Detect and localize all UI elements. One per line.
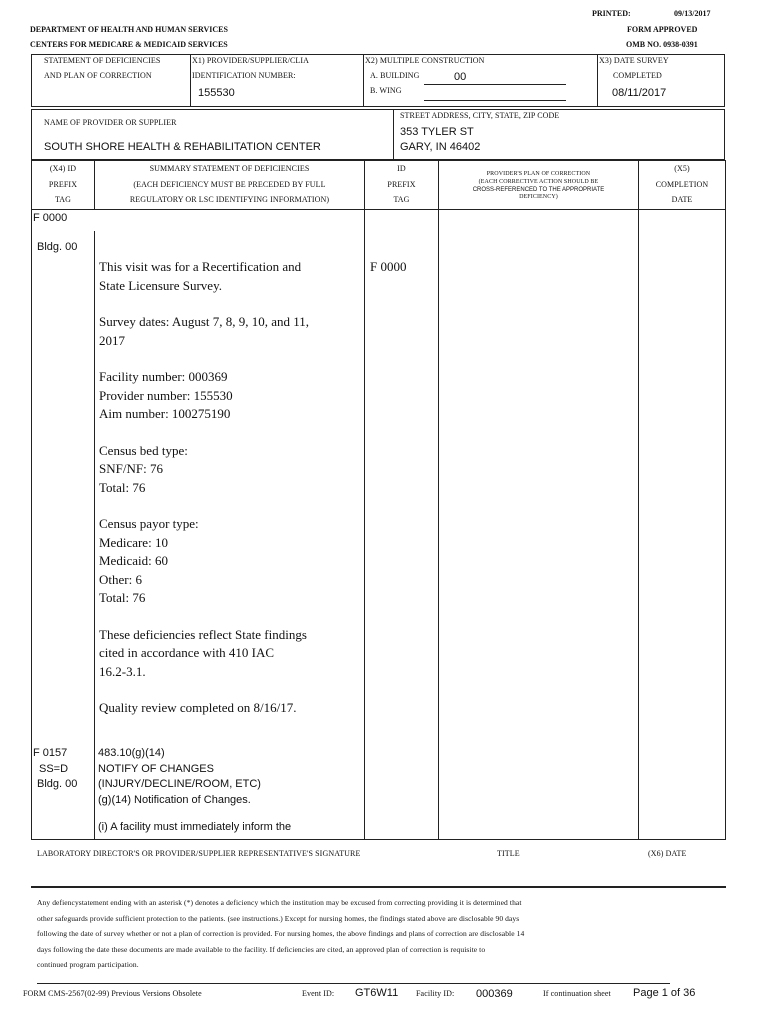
disclaimer-line-2: other safeguards provide sufficient protection to the patients. (see instructions.) Except for nursing homes, the findings stated above are disclosable 90 days xyxy=(37,913,520,923)
x6-date-label: (X6) DATE xyxy=(648,849,687,858)
form-number: FORM CMS-2567(02-99) Previous Versions Obsolete xyxy=(23,989,202,998)
tag-f0157: F 0157 xyxy=(33,747,68,759)
page-number: Page 1 of 36 xyxy=(633,987,696,999)
printed-label: PRINTED: xyxy=(592,9,631,18)
summary-paragraph-4: Census bed type: SNF/NF: 76 Total: 76 xyxy=(99,442,188,495)
address-line-2: GARY, IN 46402 xyxy=(400,141,481,153)
statement-label-2: AND PLAN OF CORRECTION xyxy=(44,71,152,80)
building-underline xyxy=(424,84,566,85)
x5-h3: DATE xyxy=(671,195,693,204)
severity-scope: SS=D xyxy=(39,762,69,775)
building-value: 00 xyxy=(454,71,467,83)
x5-h2: COMPLETION xyxy=(655,180,709,189)
printed-date: 09/13/2017 xyxy=(674,9,711,18)
form-approved: FORM APPROVED xyxy=(627,25,698,34)
body-divider-1 xyxy=(94,231,95,840)
tag-f0000: F 0000 xyxy=(33,212,68,224)
summary-h3: REGULATORY OR LSC IDENTIFYING INFORMATION) xyxy=(129,195,330,204)
plan-h3: CROSS-REFERENCED TO THE APPROPRIATE xyxy=(472,187,605,193)
id-h2: PREFIX xyxy=(387,180,416,189)
director-signature-label: LABORATORY DIRECTOR'S OR PROVIDER/SUPPLIER REPRESENTATIVE'S SIGNATURE xyxy=(37,849,361,858)
address-label: STREET ADDRESS, CITY, STATE, ZIP CODE xyxy=(400,111,560,120)
dept-title: DEPARTMENT OF HEALTH AND HUMAN SERVICES xyxy=(30,25,228,34)
disclaimer-line-4: days following the date these documents are made available to the facility. If deficiencies are cited, an approved plan of correction is requisite to xyxy=(37,944,486,954)
x5-h1: (X5) xyxy=(674,164,690,173)
plan-h2: (EACH CORRECTIVE ACTION SHOULD BE xyxy=(478,179,599,185)
disclaimer-line-5: continued program participation. xyxy=(37,960,139,969)
regulation-citation: 483.10(g)(14) xyxy=(98,747,165,759)
centers-title: CENTERS FOR MEDICARE & MEDICAID SERVICES xyxy=(30,40,228,49)
id-tag-f0000: F 0000 xyxy=(370,259,407,274)
body-divider-2 xyxy=(364,209,365,840)
x1-label-1: X1) PROVIDER/SUPPLIER/CLIA xyxy=(192,56,310,65)
x4-h2: PREFIX xyxy=(48,180,78,189)
body-divider-3 xyxy=(438,209,439,840)
plan-h4: DEFICIENCY) xyxy=(519,194,558,200)
building-label: A. BUILDING xyxy=(370,71,420,80)
x3-label-2: COMPLETED xyxy=(613,71,662,80)
facility-id-label: Facility ID: xyxy=(416,989,455,998)
wing-label: B. WING xyxy=(370,86,402,95)
summary-paragraph-7: Quality review completed on 8/16/17. xyxy=(99,700,297,715)
tag-f0157-block xyxy=(33,746,77,793)
wing-underline xyxy=(424,100,566,101)
plan-h1: PROVIDER'S PLAN OF CORRECTION xyxy=(486,171,591,177)
address-line-1: 353 TYLER ST xyxy=(400,126,474,138)
x1-label-2: IDENTIFICATION NUMBER: xyxy=(192,71,296,80)
continuation-label: If continuation sheet xyxy=(543,989,611,998)
regulation-title-1: NOTIFY OF CHANGES xyxy=(98,762,214,775)
x4-h1: (X4) ID xyxy=(49,164,77,173)
summary-h1: SUMMARY STATEMENT OF DEFICIENCIES xyxy=(149,164,310,173)
provider-id-value: 155530 xyxy=(198,87,235,99)
regulation-title-3: (g)(14) Notification of Changes. xyxy=(98,793,251,806)
regulation-title-2: (INJURY/DECLINE/ROOM, ETC) xyxy=(98,778,261,790)
x3-label-1: X3) DATE SURVEY xyxy=(599,56,669,65)
regulation-text: (i) A facility must immediately inform the xyxy=(98,821,292,833)
event-id-label: Event ID: xyxy=(302,989,335,998)
summary-paragraph-6: These deficiencies reflect State findings cited in accordance with 410 IAC 16.2-3.1. xyxy=(99,626,307,679)
disclaimer-line-3: following the date of survey whether or not a plan of correction is provided. For nursing homes, the above findings and plans of correction are disclosable 14 xyxy=(37,929,525,938)
regulation-block xyxy=(98,746,261,808)
summary-text xyxy=(99,258,361,736)
bldg-00-first: Bldg. 00 xyxy=(37,241,78,253)
id-h1: ID xyxy=(397,164,406,173)
summary-h2: (EACH DEFICIENCY MUST BE PRECEDED BY FULL xyxy=(133,180,326,189)
footer-rule xyxy=(37,983,670,984)
omb-number: OMB NO. 0938-0391 xyxy=(626,40,698,49)
summary-paragraph-5: Census payor type: Medicare: 10 Medicaid: 60 Other: 6 Total: 76 xyxy=(99,516,199,605)
id-h3: TAG xyxy=(393,195,410,204)
summary-paragraph-1: This visit was for a Recertification and State Licensure Survey. xyxy=(99,259,302,293)
col-plan-header xyxy=(438,160,639,210)
facility-id-value: 000369 xyxy=(476,988,513,1000)
signature-divider xyxy=(31,886,726,888)
bldg-00-second: Bldg. 00 xyxy=(37,778,78,790)
provider-name-label: NAME OF PROVIDER OR SUPPLIER xyxy=(44,118,177,127)
title-label: TITLE xyxy=(497,849,520,858)
survey-date-value: 08/11/2017 xyxy=(612,87,667,99)
x2-label: X2) MULTIPLE CONSTRUCTION xyxy=(365,56,485,65)
summary-paragraph-2: Survey dates: August 7, 8, 9, 10, and 11, 2017 xyxy=(99,314,310,348)
provider-name-value: SOUTH SHORE HEALTH & REHABILITATION CENTER xyxy=(44,141,321,153)
body-divider-4 xyxy=(638,209,639,840)
statement-label-1: STATEMENT OF DEFICIENCIES xyxy=(44,56,161,65)
summary-paragraph-3: Facility number: 000369 Provider number: 155530 Aim number: 100275190 xyxy=(99,369,233,421)
event-id-value: GT6W11 xyxy=(355,987,399,999)
x4-h3: TAG xyxy=(54,195,72,204)
disclaimer xyxy=(37,895,524,973)
disclaimer-line-1: Any defiencystatement ending with an asterisk (*) denotes a deficiency which the institution may be excused from correcting providing it is determined that xyxy=(37,898,522,907)
